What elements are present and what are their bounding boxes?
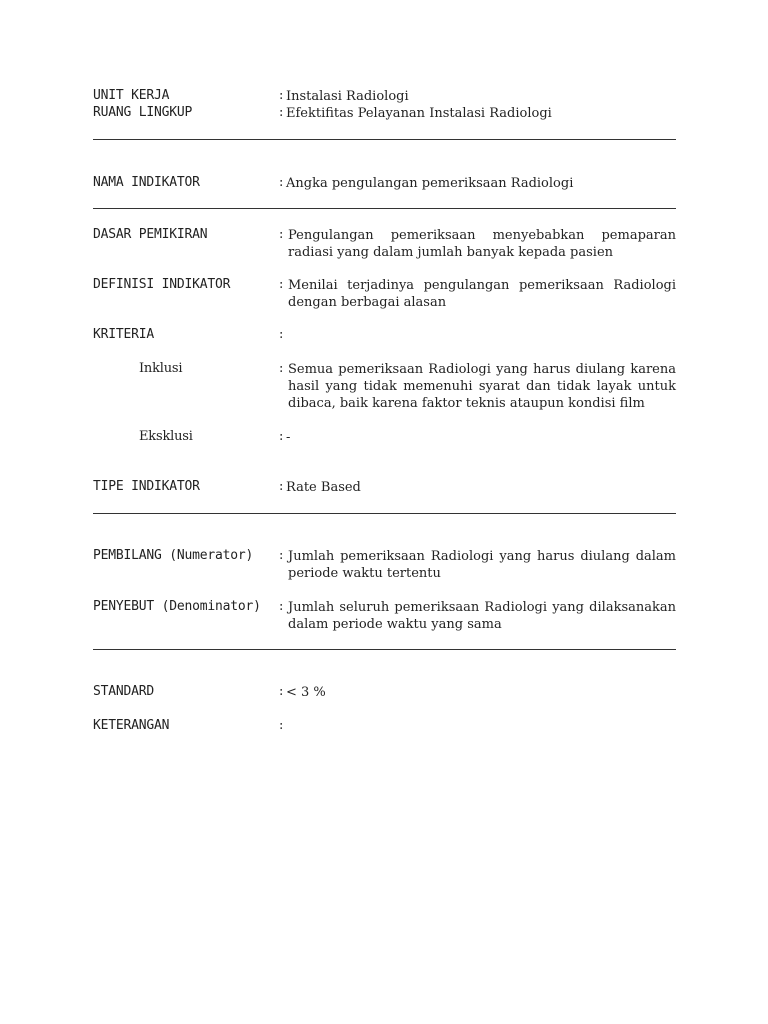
colon: : (279, 175, 284, 190)
nama-indikator-value: Angka pengulangan pemeriksaan Radiologi (286, 176, 574, 191)
colon: : (279, 361, 284, 376)
ruang-lingkup-label: RUANG LINGKUP (93, 105, 193, 120)
dasar-pemikiran-label: DASAR PEMIKIRAN (93, 227, 208, 242)
colon: : (279, 429, 284, 444)
tipe-indikator-label: TIPE INDIKATOR (93, 479, 200, 494)
colon: : (279, 684, 284, 699)
tipe-indikator-value: Rate Based (286, 480, 361, 495)
unit-kerja-value: Instalasi Radiologi (286, 89, 409, 104)
eksklusi-value: - (286, 430, 291, 445)
colon: : (279, 105, 284, 120)
unit-kerja-label: UNIT KERJA (93, 88, 170, 103)
eksklusi-label: Eksklusi (139, 429, 193, 444)
colon: : (279, 548, 284, 563)
keterangan-label: KETERANGAN (93, 718, 170, 733)
inklusi-value: Semua pemeriksaan Radiologi yang harus diulang karena hasil yang tidak memenuhi syarat dan tidak layak untuk dibaca, baik karena faktor teknis ataupun kondisi film (288, 362, 676, 411)
colon: : (279, 327, 284, 342)
divider (93, 208, 676, 209)
colon: : (279, 277, 284, 292)
kriteria-label: KRITERIA (93, 327, 155, 342)
colon: : (279, 479, 284, 494)
nama-indikator-label: NAMA INDIKATOR (93, 175, 200, 190)
colon: : (279, 718, 284, 733)
colon: : (279, 599, 284, 614)
definisi-indikator-label: DEFINISI INDIKATOR (93, 277, 231, 292)
penyebut-label: PENYEBUT (Denominator) (93, 599, 261, 614)
divider (93, 139, 676, 140)
standard-value: < 3 % (286, 685, 326, 700)
dasar-pemikiran-value: Pengulangan pemeriksaan menyebabkan pemaparan radiasi yang dalam jumlah banyak kepada pasien (288, 228, 676, 260)
colon: : (279, 227, 284, 242)
definisi-indikator-value: Menilai terjadinya pengulangan pemeriksaan Radiologi dengan berbagai alasan (288, 278, 676, 310)
colon: : (279, 88, 284, 103)
divider (93, 649, 676, 650)
pembilang-label: PEMBILANG (Numerator) (93, 548, 254, 563)
penyebut-value: Jumlah seluruh pemeriksaan Radiologi yang dilaksanakan dalam periode waktu yang sama (288, 600, 676, 632)
standard-label: STANDARD (93, 684, 155, 699)
ruang-lingkup-value: Efektifitas Pelayanan Instalasi Radiologi (286, 106, 552, 121)
pembilang-value: Jumlah pemeriksaan Radiologi yang harus diulang dalam periode waktu tertentu (288, 549, 676, 581)
inklusi-label: Inklusi (139, 361, 183, 376)
divider (93, 513, 676, 514)
